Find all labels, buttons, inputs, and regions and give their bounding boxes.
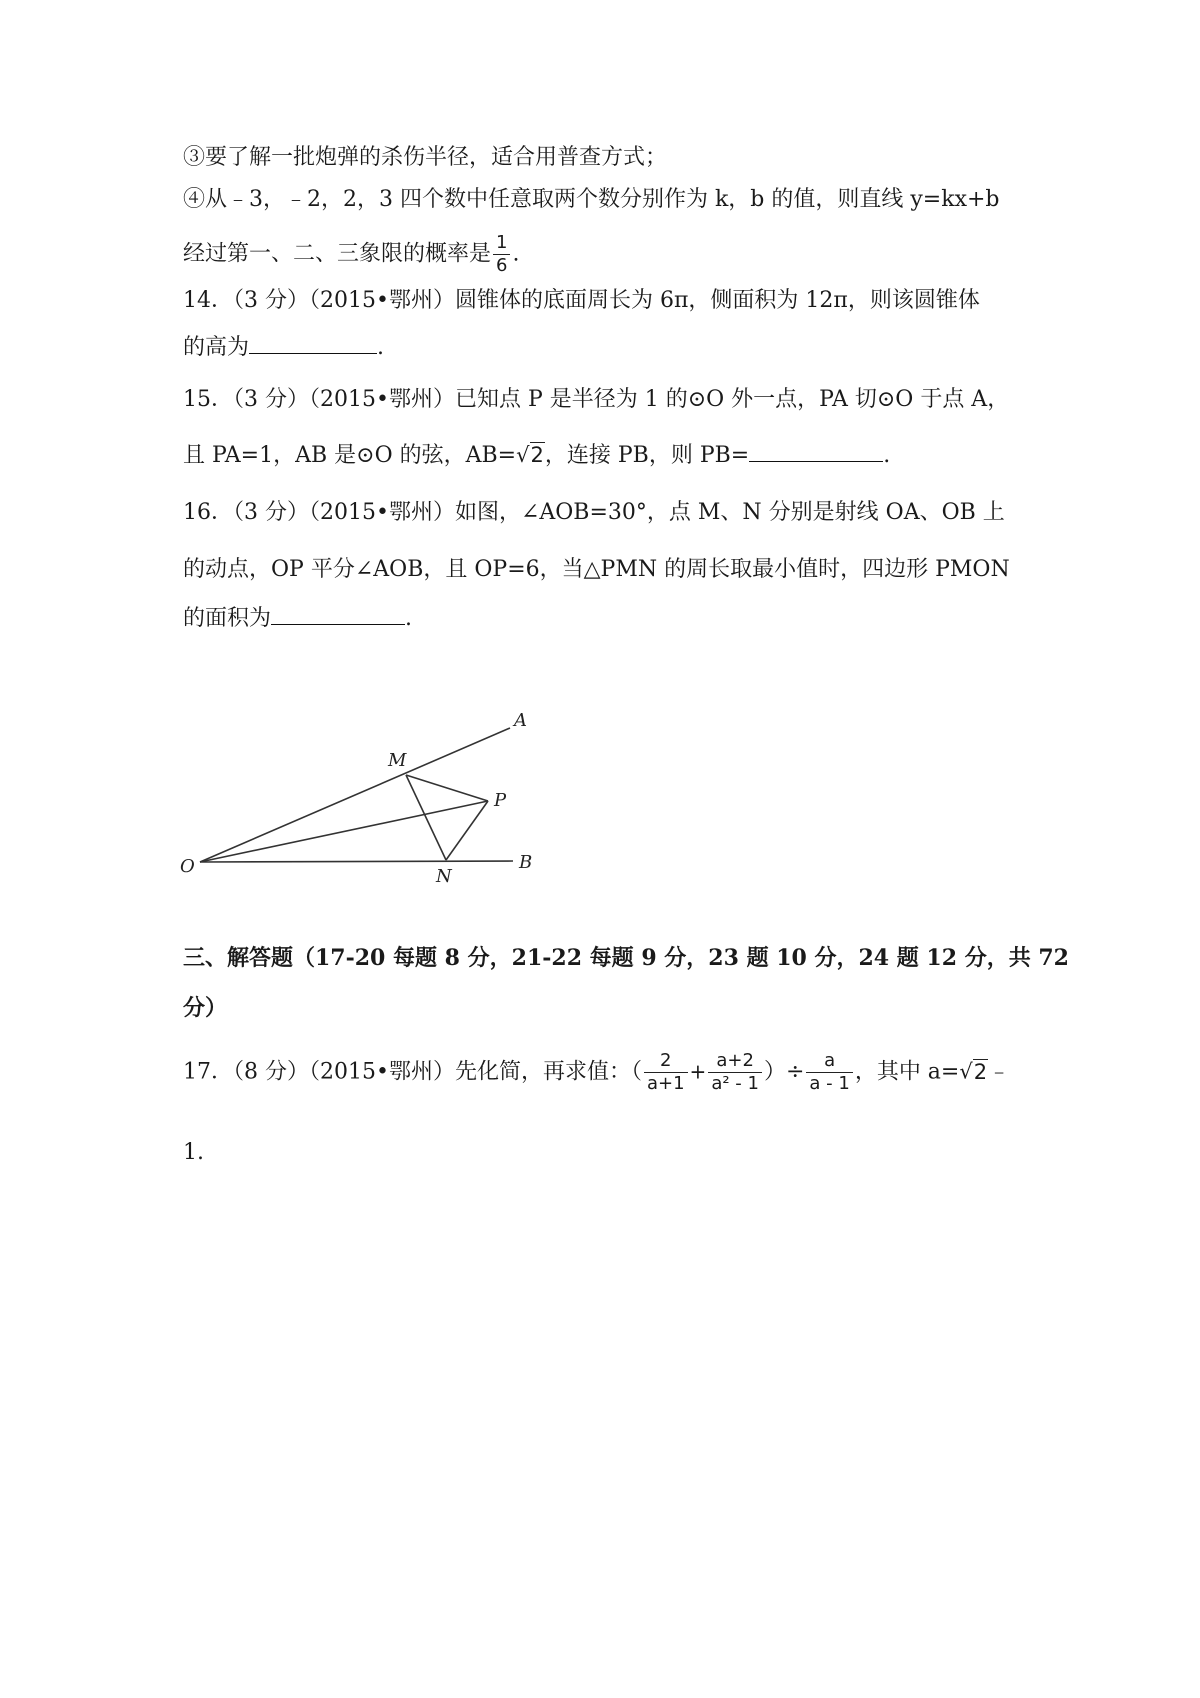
statement-4-line1	[183, 187, 1000, 213]
where-text: ，其中 a=	[854, 1059, 960, 1085]
geometry-figure	[170, 700, 550, 900]
fraction-1-numerator: 2	[644, 1050, 688, 1073]
segment-OP	[200, 801, 488, 862]
fraction-denominator: 6	[496, 255, 508, 276]
fraction-3	[806, 1050, 852, 1095]
question-17-line2	[183, 1140, 204, 1166]
label-B: B	[519, 852, 533, 873]
open-paren: （	[630, 1059, 642, 1085]
section-3-heading-line2	[183, 995, 227, 1021]
fraction-3-denominator: a - 1	[809, 1073, 850, 1094]
question-15-end: .	[883, 443, 891, 468]
sqrt-radicand-17: 2	[973, 1059, 988, 1084]
statement-4-text: ④从﹣3，﹣2，2，3 四个数中任意取两个数分别作为 k，b 的值，则直线 y=kx+b	[183, 187, 1000, 212]
question-16-end: .	[405, 606, 413, 631]
section-3-heading-line1	[183, 945, 1069, 971]
statement-4-line2	[183, 232, 519, 277]
question-17-prefix: 17．（8 分）（2015•鄂州）先化简，再求值：	[183, 1059, 631, 1085]
minus-sign: ﹣	[988, 1059, 1011, 1085]
question-17-continuation: 1.	[183, 1140, 204, 1165]
fraction-2-denominator: a² - 1	[711, 1073, 759, 1094]
question-17-line1	[183, 1050, 1010, 1095]
sqrt-expression-17: √2	[959, 1059, 988, 1084]
plus-sign: +	[689, 1059, 707, 1084]
probability-fraction	[493, 232, 510, 277]
sqrt-expression: √2	[516, 443, 544, 467]
fraction-2	[708, 1050, 762, 1095]
answer-blank-15[interactable]	[749, 443, 883, 462]
fraction-3-numerator: a	[806, 1050, 852, 1073]
question-14-prefix: 的高为	[183, 335, 250, 360]
question-15-line1	[183, 387, 1009, 413]
ray-OA	[200, 728, 510, 862]
question-16-line3	[183, 606, 412, 632]
fraction-1-denominator: a+1	[646, 1073, 685, 1094]
question-16-text-2: 的动点，OP 平分∠AOB，且 OP=6，当△PMN 的周长取最小值时，四边形 PMON	[183, 557, 1010, 582]
question-16-prefix: 的面积为	[183, 606, 272, 631]
statement-4-end: .	[512, 241, 520, 267]
statement-3-text: ③要了解一批炮弹的杀伤半径，适合用普查方式；	[183, 145, 668, 170]
fraction-2-numerator: a+2	[708, 1050, 762, 1073]
fraction-numerator: 1	[493, 232, 510, 255]
fraction-1	[644, 1050, 688, 1095]
label-A: A	[514, 710, 527, 731]
statement-3	[183, 145, 667, 171]
segment-PN	[446, 801, 488, 860]
segment-MP	[406, 775, 488, 801]
label-N: N	[436, 866, 452, 887]
statement-4-prefix: 经过第一、二、三象限的概率是	[183, 241, 492, 267]
answer-blank-14[interactable]	[249, 335, 377, 354]
label-P: P	[494, 790, 507, 811]
question-15-mid: ，连接 PB，则 PB=	[544, 443, 750, 468]
section-3-heading: 三、解答题（17-20 每题 8 分，21-22 每题 9 分，23 题 10 分，24 题 12 分，共 72	[183, 945, 1069, 971]
section-3-heading-2: 分）	[183, 995, 228, 1021]
sqrt-radicand: 2	[530, 443, 544, 467]
question-14-line2	[183, 335, 384, 361]
question-15-text: 15．（3 分）（2015•鄂州）已知点 P 是半径为 1 的⊙O 外一点，PA 切⊙O 于点 A，	[183, 387, 1010, 412]
label-M: M	[388, 750, 407, 771]
close-paren-divide: ）÷	[763, 1059, 805, 1085]
question-14-text: 14．（3 分）（2015•鄂州）圆锥体的底面周长为 6π，侧面积为 12π，则该圆锥体	[183, 288, 980, 313]
label-O: O	[180, 856, 195, 877]
question-14-line1	[183, 288, 980, 314]
ray-OB	[200, 861, 513, 862]
question-16-line1	[183, 500, 1005, 526]
question-15-line2	[183, 442, 890, 469]
question-16-text: 16．（3 分）（2015•鄂州）如图，∠AOB=30°，点 M、N 分别是射线 OA、OB 上	[183, 500, 1005, 525]
question-16-line2	[183, 557, 1010, 583]
question-15-prefix: 且 PA=1，AB 是⊙O 的弦，AB=	[183, 443, 517, 468]
question-14-end: .	[377, 335, 385, 360]
answer-blank-16[interactable]	[271, 606, 405, 625]
